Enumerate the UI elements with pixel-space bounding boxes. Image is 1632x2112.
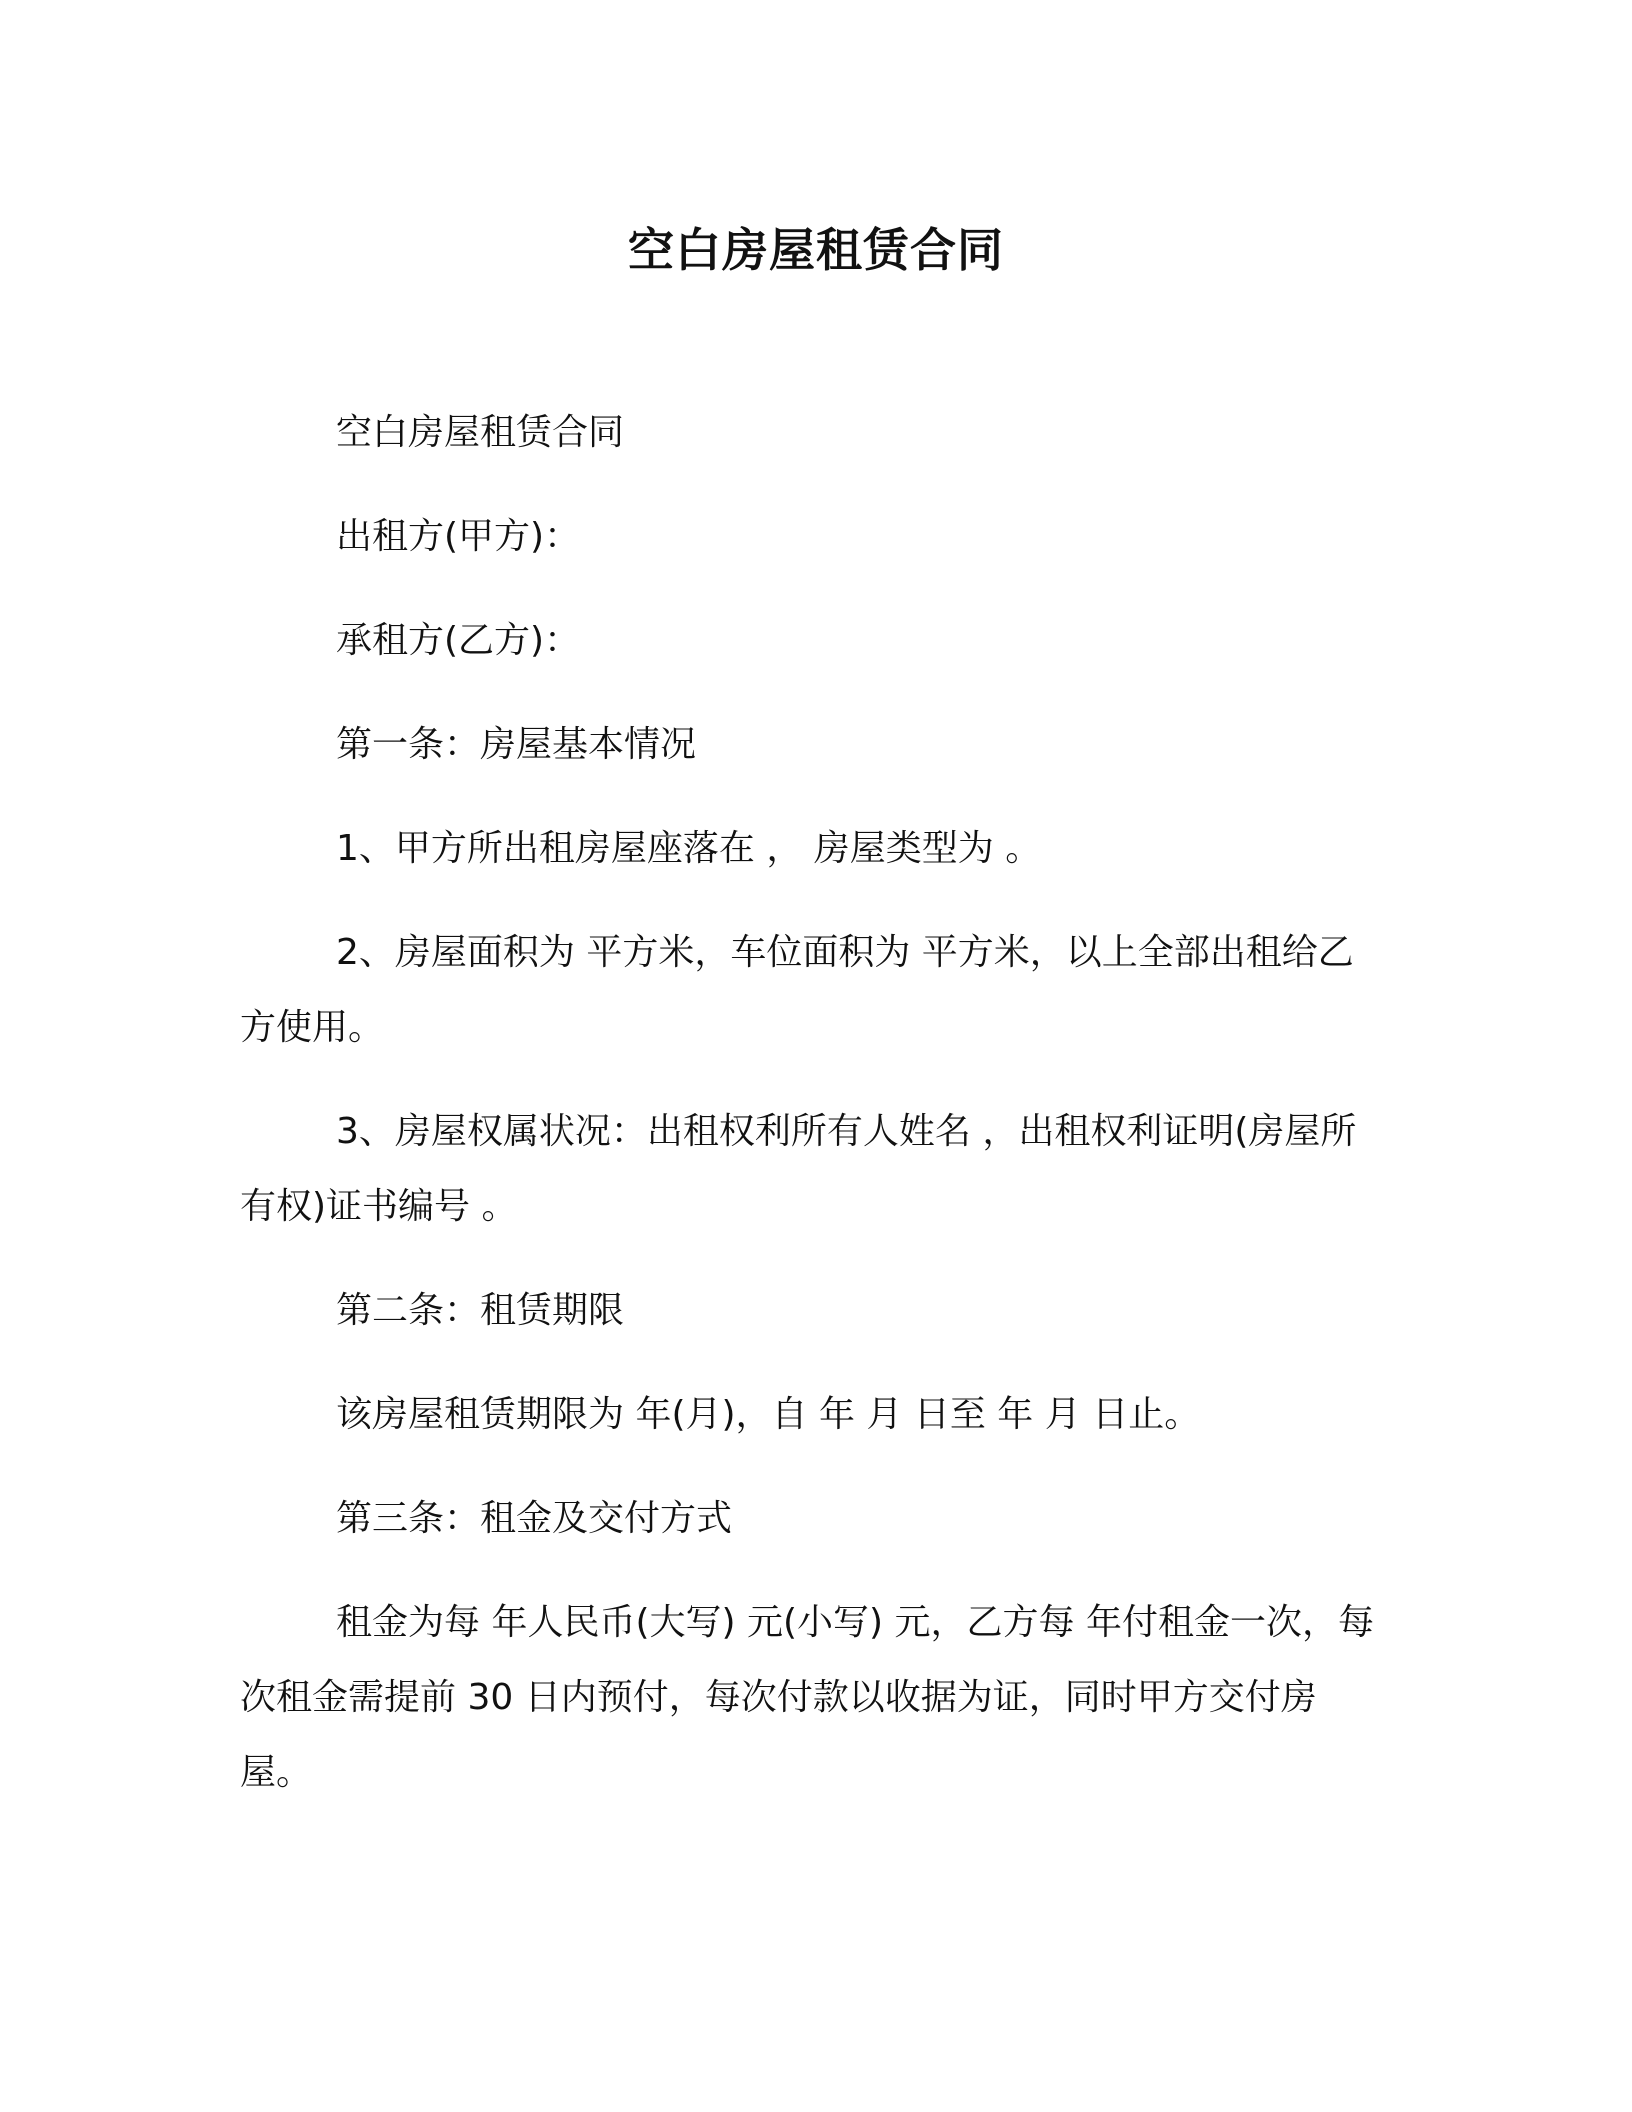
document-title: 空白房屋租赁合同 xyxy=(628,223,1004,277)
article-1-item-2: 2、房屋面积为 平方米，车位面积为 平方米，以上全部出租给乙方使用。 xyxy=(240,932,1354,1048)
article-1-item-3: 3、房屋权属状况：出租权利所有人姓名 ，出租权利证明(房屋所有权)证书编号 。 xyxy=(240,1111,1357,1227)
article-2-heading: 第二条：租赁期限 xyxy=(336,1290,625,1331)
article-1-heading: 第一条：房屋基本情况 xyxy=(336,724,697,765)
article-1-item-1: 1、甲方所出租房屋座落在 ， 房屋类型为 。 xyxy=(336,828,1042,869)
article-3-text: 租金为每 年人民币(大写) 元(小写) 元，乙方每 年付租金一次，每次租金需提前 30 日内预付，每次付款以收据为证，同时甲方交付房屋。 xyxy=(240,1602,1374,1793)
paragraph-lessee: 承租方(乙方)： xyxy=(336,620,581,661)
paragraph-subtitle: 空白房屋租赁合同 xyxy=(336,412,625,453)
article-2-text: 该房屋租赁期限为 年(月)，自 年 月 日至 年 月 日止。 xyxy=(336,1394,1201,1435)
article-3-heading: 第三条：租金及交付方式 xyxy=(336,1498,733,1539)
paragraph-lessor: 出租方(甲方)： xyxy=(336,516,581,557)
document-body xyxy=(240,395,1385,1839)
